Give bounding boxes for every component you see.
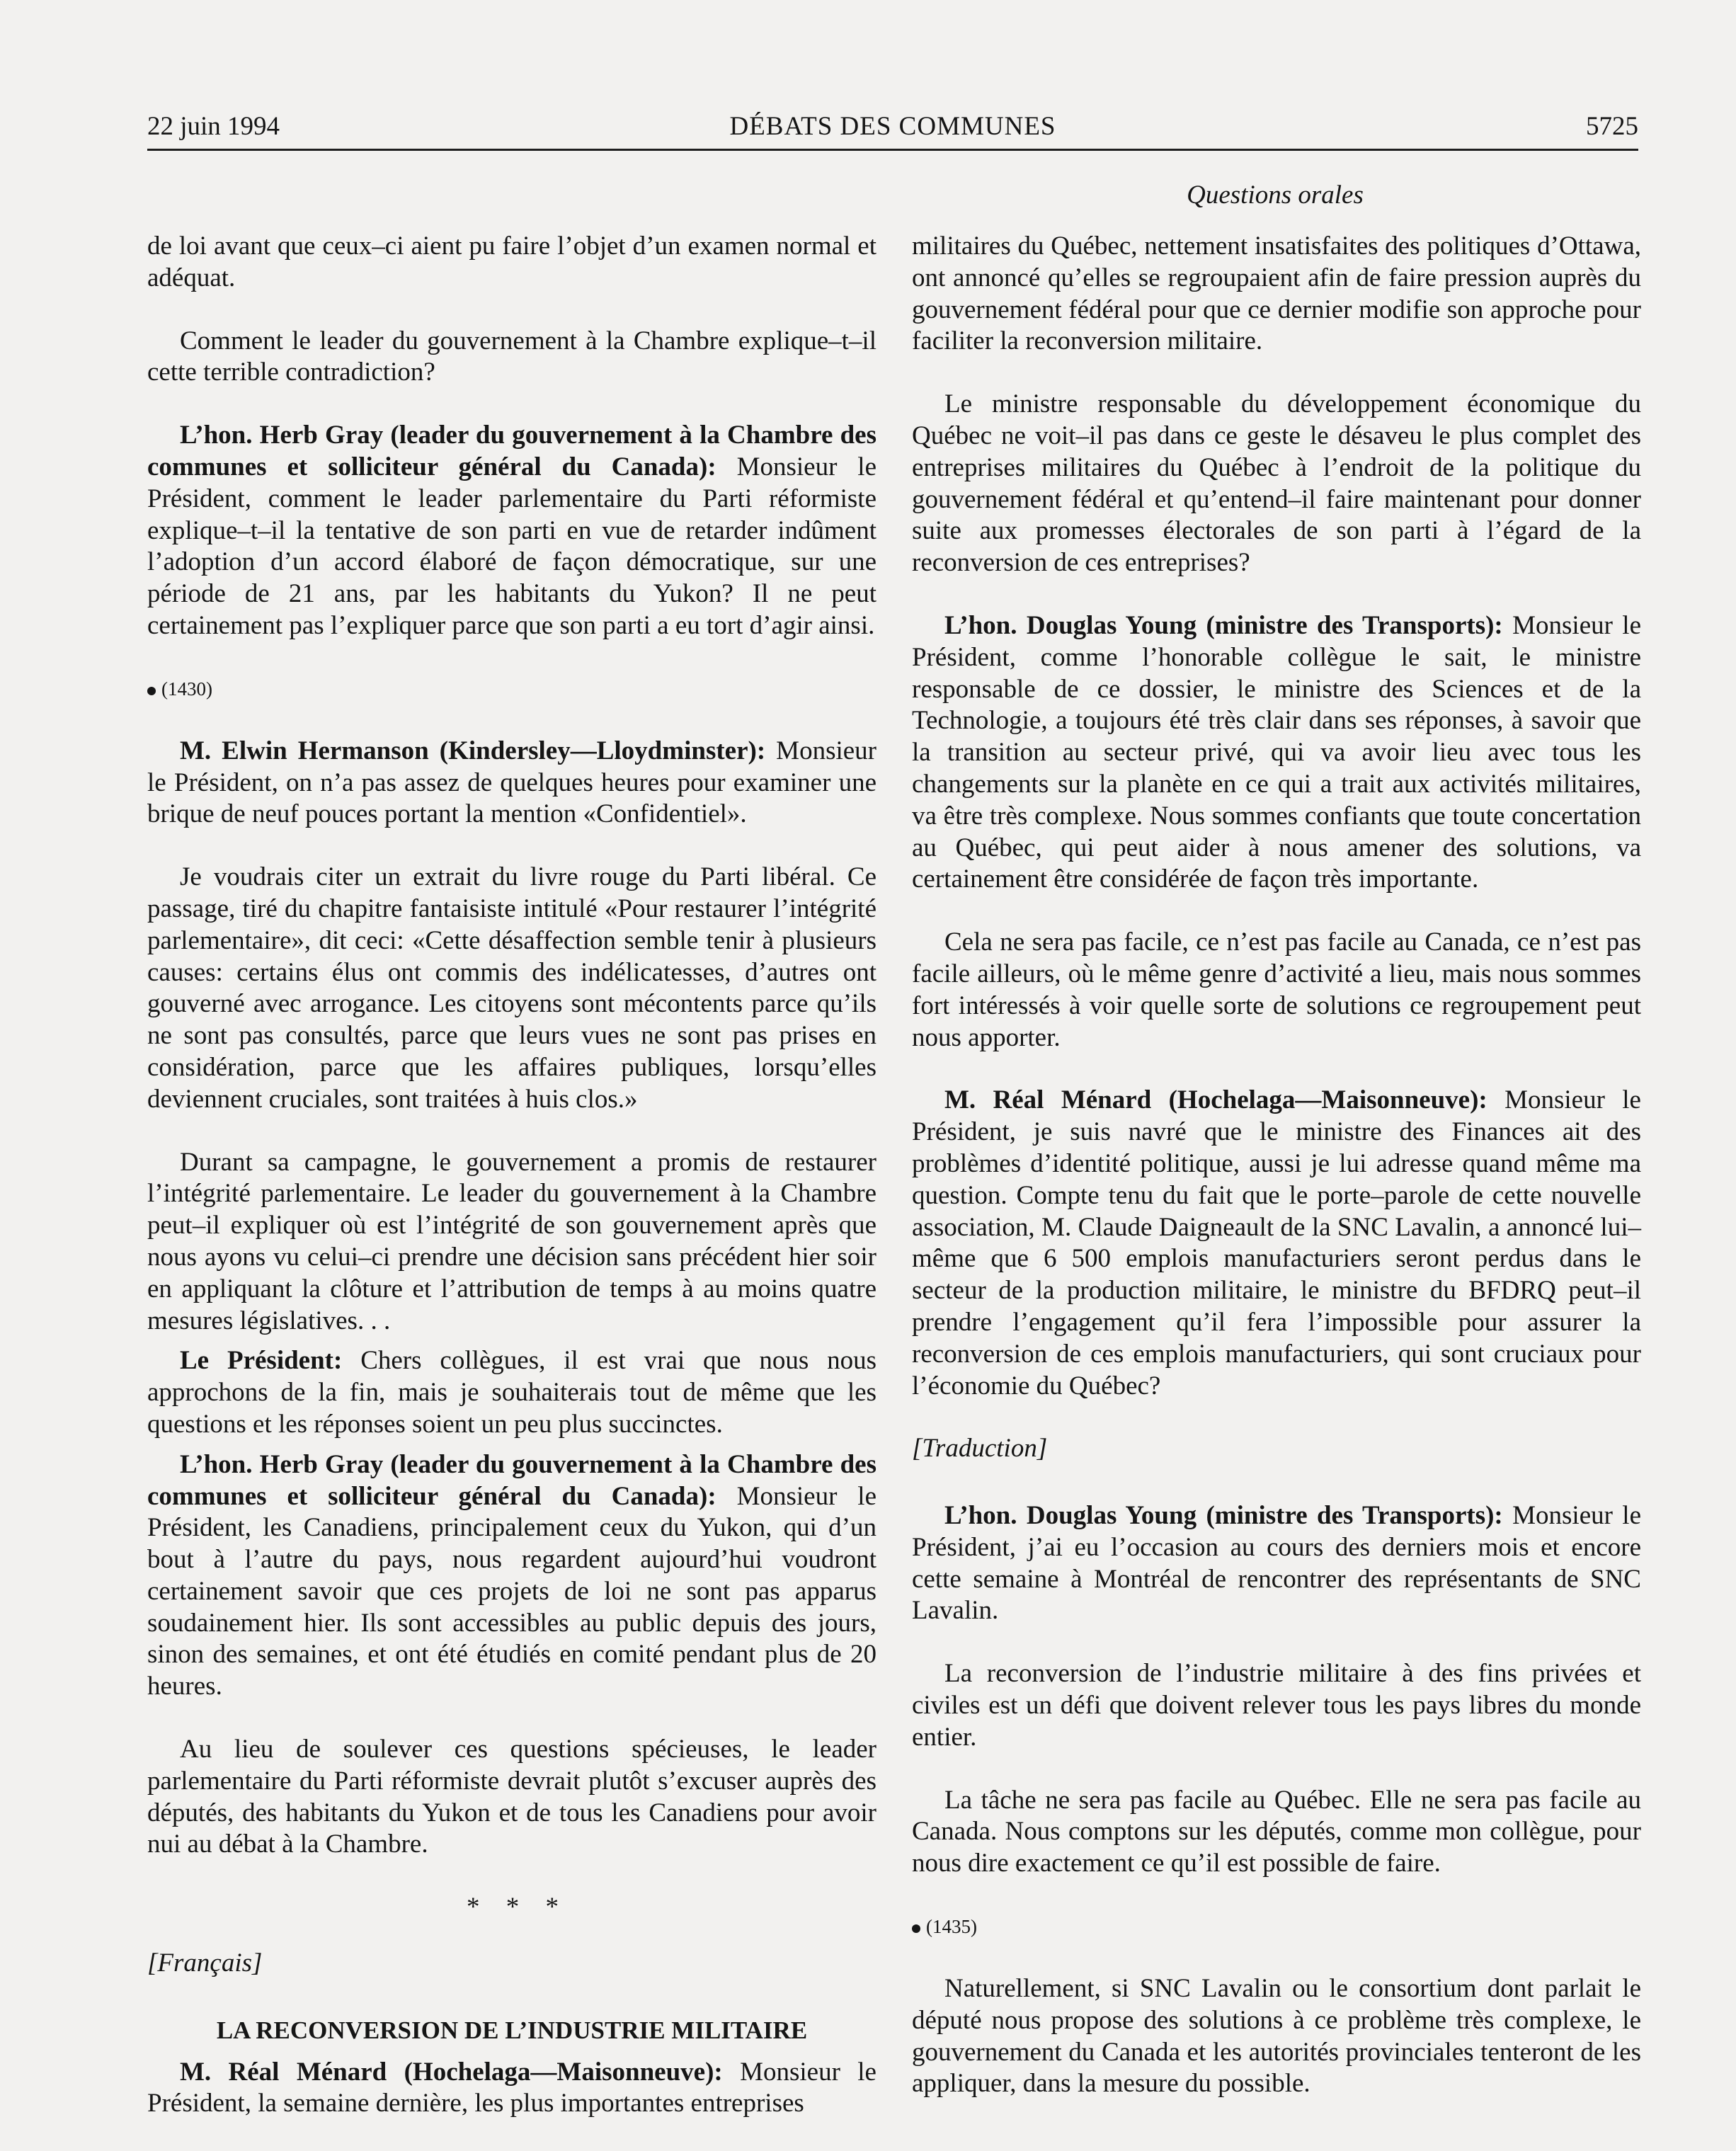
header-date: 22 juin 1994	[147, 112, 280, 141]
speech-text: Chers collègues, il est vrai que nous nous approchons de la fin, mais je souhaiterais tout de même que les questions et les réponses soient un peu plus succinctes.	[147, 1346, 877, 1439]
speaker-name: L’hon. Douglas Young (ministre des Transports):	[944, 610, 1503, 640]
speech-text: Monsieur le Président, j’ai eu l’occasion au cours des derniers mois et encore cette semaine à Montréal de rencontrer des représentants de SNC Lavalin.	[912, 1501, 1641, 1626]
section-separator: * * *	[467, 1893, 569, 1922]
speaker-name: L’hon. Herb Gray (leader du gouvernement à la Chambre des communes et solliciteur général du Canada):	[147, 421, 876, 481]
bullet-icon	[147, 687, 156, 695]
paragraph: militaires du Québec, nettement insatisfaites des politiques d’Ottawa, ont annoncé qu’elles se regroupaient afin de faire pression auprès du gouvernement fédéral pour que ce dernier modifie son approche pour faciliter la reconversion militaire.	[912, 232, 1641, 356]
time-marker	[912, 1911, 1641, 1942]
speaker-name: L’hon. Douglas Young (ministre des Transports):	[944, 1501, 1503, 1531]
running-head	[147, 106, 1638, 147]
right-column	[912, 231, 1641, 2131]
language-tag: [Traduction]	[912, 1434, 1048, 1464]
language-tag: [Français]	[147, 1949, 263, 1978]
speech-paragraph	[147, 420, 876, 642]
paragraph: Comment le leader du gouvernement à la Chambre explique–t–il cette terrible contradiction?	[147, 326, 876, 387]
speaker-name: M. Elwin Hermanson (Kindersley—Lloydminster):	[180, 736, 766, 765]
speech-text: Monsieur le Président, on n’a pas assez de quelques heures pour examiner une brique de neuf pouces portant la mention «Confidentiel».	[147, 736, 876, 829]
speech-text: Monsieur le Président, je suis navré que le ministre des Finances ait des problèmes d’identité politique, aussi je lui adresse quand même ma question. Compte tenu du fait que le porte–parole de cette nouvelle association, M. Claude Daigneault de la SNC Lavalin, a annoncé lui–même que 6 500 emplois manufacturiers seront perdus dans le secteur de la production militaire, le ministre du BFDRQ peut–il prendre l’engagement qu’il fera l’impossible pour assurer la reconversion de ces emplois manufacturiers, qui sont cruciaux pour l’économie du Québec?	[912, 1085, 1641, 1400]
paragraph: Naturellement, si SNC Lavalin ou le consortium dont parlait le député nous propose des solutions à ce problème très complexe, le gouvernement du Canada et les autorités provinciales tenteront de les appliquer, dans la mesure du possible.	[912, 1974, 1641, 2099]
speech-paragraph	[147, 1449, 876, 1703]
speech-paragraph	[147, 2057, 876, 2121]
left-column	[147, 231, 876, 2151]
speaker-name: L’hon. Herb Gray (leader du gouvernement à la Chambre des communes et solliciteur général du Canada):	[147, 1449, 876, 1511]
paragraph: Le ministre responsable du développement économique du Québec ne voit–il pas dans ce geste le désaveu le plus complet des entreprises militaires du Québec à l’endroit de la politique du gouvernement fédéral et qu’entend–il faire maintenant pour donner suite aux promesses électorales de son parti à l’égard de la reconversion de ces entreprises?	[912, 389, 1641, 578]
section-title: Questions orales	[1187, 181, 1364, 210]
speaker-name: Le Président:	[180, 1346, 343, 1376]
speech-paragraph	[147, 736, 876, 831]
paragraph: La tâche ne sera pas facile au Québec. Elle ne sera pas facile au Canada. Nous comptons sur les députés, comme mon collègue, pour nous dire exactement ce qu’il est possible de faire.	[912, 1785, 1641, 1878]
speech-paragraph	[912, 610, 1641, 896]
paragraph: Au lieu de soulever ces questions spécieuses, le leader parlementaire du Parti réformiste devrait plutôt s’excuser auprès des députés, des habitants du Yukon et de tous les Canadiens pour avoir nui au débat à la Chambre.	[147, 1735, 876, 1859]
speech-text: Monsieur le Président, comment le leader parlementaire du Parti réformiste explique–t–il la tentative de son parti en vue de retarder indûment l’adoption d’un accord élaboré de façon démocratique, sur une période de 21 ans, par les habitants du Yukon? Il ne peut certainement pas l’expliquer parce que son parti a eu tort d’agir ainsi.	[147, 452, 876, 640]
speech-text: Monsieur le Président, les Canadiens, principalement ceux du Yukon, qui d’un bout à l’autre du pays, nous regardent aujourd’hui voudront certainement savoir que ces projets de loi ne sont pas apparus soudainement hier. Ils sont accessibles au public depuis des jours, sinon des semaines, et ont été étudiés en comité pendant plus de 20 heures.	[147, 1481, 876, 1701]
speaker-name: M. Réal Ménard (Hochelaga—Maisonneuve):	[944, 1085, 1487, 1115]
time-marker	[147, 673, 876, 704]
header-page-number: 5725	[1586, 112, 1638, 141]
paragraph: de loi avant que ceux–ci aient pu faire l’objet d’un examen normal et adéquat.	[147, 232, 876, 292]
paragraph: Durant sa campagne, le gouvernement a promis de restaurer l’intégrité parlementaire. Le leader du gouvernement à la Chambre peut–il expliquer où est l’intégrité de son gouvernement après que nous ayons vu celui–ci prendre une décision sans précédent hier soir en appliquant la clôture et l’attribution de temps à au moins quatre mesures législatives. . .	[147, 1147, 876, 1335]
time-marker-label: (1435)	[926, 1916, 977, 1938]
header-title: DÉBATS DES COMMUNES	[729, 112, 1056, 141]
speaker-name: M. Réal Ménard (Hochelaga—Maisonneuve):	[180, 2057, 723, 2087]
speech-paragraph	[912, 1500, 1641, 1627]
speech-text: Monsieur le Président, comme l’honorable collègue le sait, le ministre responsable de ce dossier, le ministre des Sciences et de la Technologie, a toujours été très clair dans ses réponses, à savoir que la transition au secteur privé, qui va avoir lieu avec tous les changements sur la planète en ce qui a trait aux activités militaires, va être très complexe. Nous sommes confiants que toute concertation au Québec, qui peut aider à nous amener des solutions, va certainement être considérée de façon très importante.	[912, 610, 1641, 894]
paragraph: Cela ne sera pas facile, ce n’est pas facile au Canada, ce n’est pas facile ailleurs, où le même genre d’activité a lieu, mais nous sommes fort intéressés à voir quelle sorte de solutions ce regroupement peut nous apporter.	[912, 928, 1641, 1052]
speech-paragraph	[912, 1085, 1641, 1402]
speech-text: Monsieur le Président, la semaine dernière, les plus importantes entreprises	[147, 2057, 876, 2118]
time-marker-label: (1430)	[161, 678, 212, 700]
paragraph: La reconversion de l’industrie militaire à des fins privées et civiles est un défi que doivent relever tous les pays libres du monde entier.	[912, 1659, 1641, 1752]
speech-paragraph	[147, 1345, 876, 1440]
subject-heading: LA RECONVERSION DE L’INDUSTRIE MILITAIRE	[216, 2016, 808, 2044]
paragraph: Je voudrais citer un extrait du livre rouge du Parti libéral. Ce passage, tiré du chapitre fantaisiste intitulé «Pour restaurer l’intégrité parlementaire», dit ceci: «Cette désaffection semble tenir à plusieurs causes: certains élus ont commis des indélicatesses, d’autres ont gouverné avec arrogance. Les citoyens sont mécontents parce qu’ils ne sont pas consultés, parce que leurs vues ne sont pas prises en considération, parce que les affaires publiques, lorsqu’elles deviennent cruciales, sont traitées à huis clos.»	[147, 862, 876, 1114]
bullet-icon	[912, 1924, 920, 1933]
header-rule	[147, 149, 1638, 151]
